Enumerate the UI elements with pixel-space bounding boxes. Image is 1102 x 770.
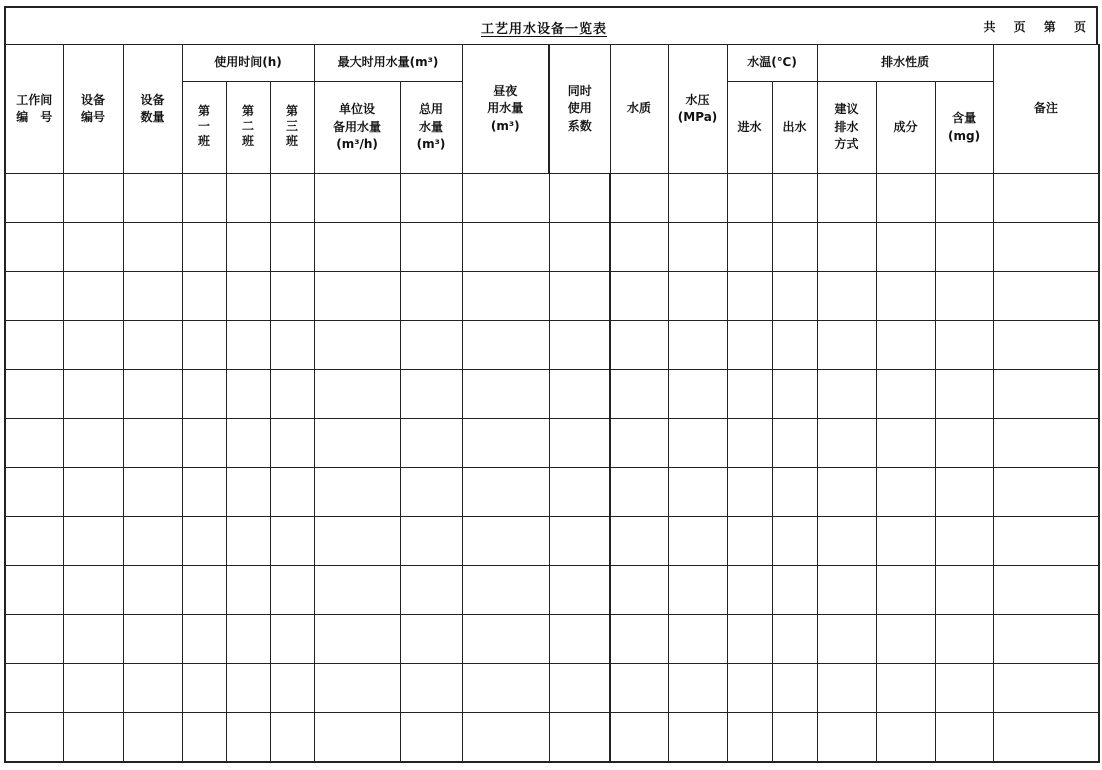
table-cell[interactable]: [270, 615, 314, 664]
table-cell[interactable]: [993, 321, 1099, 370]
table-cell[interactable]: [727, 272, 772, 321]
table-cell[interactable]: [5, 174, 63, 223]
header-total-water: 总用 水量 (m³): [400, 82, 462, 174]
table-cell[interactable]: [270, 321, 314, 370]
table-cell[interactable]: [63, 419, 123, 468]
table-cell[interactable]: [270, 223, 314, 272]
table-cell[interactable]: [772, 321, 817, 370]
page-count: 共 页 第 页: [983, 20, 1086, 34]
table-cell[interactable]: [668, 272, 727, 321]
header-suggested-drainage: 建议 排水 方式: [817, 82, 876, 174]
table-cell[interactable]: [876, 223, 935, 272]
table-cell[interactable]: [610, 713, 668, 763]
table-cell[interactable]: [226, 566, 270, 615]
table-cell[interactable]: [314, 174, 400, 223]
table-cell[interactable]: [935, 174, 993, 223]
table-cell[interactable]: [226, 370, 270, 419]
table-cell[interactable]: [993, 713, 1099, 763]
table-cell[interactable]: [817, 272, 876, 321]
header-unit-equipment-water: 单位设 备用水量 (m³/h): [314, 82, 400, 174]
table-cell[interactable]: [226, 664, 270, 713]
header-shift-2: [226, 82, 270, 174]
table-cell[interactable]: [549, 615, 610, 664]
table-cell[interactable]: [993, 615, 1099, 664]
header-equipment-no: 设备 编号: [63, 45, 123, 174]
table-cell[interactable]: [400, 615, 462, 664]
table-cell[interactable]: [876, 664, 935, 713]
table-cell[interactable]: [270, 517, 314, 566]
table-cell[interactable]: [462, 419, 549, 468]
table-cell[interactable]: [935, 223, 993, 272]
table-cell[interactable]: [668, 468, 727, 517]
table-cell[interactable]: [549, 517, 610, 566]
table-cell[interactable]: [314, 566, 400, 615]
header-remarks: 备注: [993, 45, 1099, 174]
header-inlet: 进水: [727, 82, 772, 174]
table-cell[interactable]: [462, 370, 549, 419]
table-cell[interactable]: [123, 272, 182, 321]
table-cell[interactable]: [182, 174, 226, 223]
table-cell[interactable]: [993, 419, 1099, 468]
table-cell[interactable]: [314, 272, 400, 321]
table-cell[interactable]: [182, 615, 226, 664]
table-cell[interactable]: [226, 615, 270, 664]
table-cell[interactable]: [935, 272, 993, 321]
header-drainage-nature: 排水性质: [817, 45, 993, 82]
table-cell[interactable]: [123, 223, 182, 272]
table-cell[interactable]: [400, 321, 462, 370]
table-cell[interactable]: [270, 370, 314, 419]
table-cell[interactable]: [727, 517, 772, 566]
table-cell[interactable]: [817, 419, 876, 468]
table-cell[interactable]: [226, 223, 270, 272]
header-equipment-qty: 设备 数量: [123, 45, 182, 174]
table-cell[interactable]: [549, 468, 610, 517]
table-cell[interactable]: [400, 419, 462, 468]
table-cell[interactable]: [817, 468, 876, 517]
table-cell[interactable]: [549, 370, 610, 419]
table-cell[interactable]: [610, 223, 668, 272]
table-cell[interactable]: [5, 321, 63, 370]
table-cell[interactable]: [270, 419, 314, 468]
table-cell[interactable]: [993, 370, 1099, 419]
table-cell[interactable]: [610, 370, 668, 419]
table-cell[interactable]: [935, 713, 993, 763]
table-cell[interactable]: [270, 566, 314, 615]
table-cell[interactable]: [935, 615, 993, 664]
table-row: [5, 664, 1099, 713]
table-cell[interactable]: [772, 468, 817, 517]
table-cell[interactable]: [226, 517, 270, 566]
table-cell[interactable]: [182, 370, 226, 419]
header-workshop-no: 工作间 编 号: [5, 45, 63, 174]
table-cell[interactable]: [226, 419, 270, 468]
shift-2-label: 第二班: [241, 104, 254, 149]
table-row: [5, 615, 1099, 664]
table-cell[interactable]: [63, 321, 123, 370]
table-cell[interactable]: [876, 419, 935, 468]
table-cell[interactable]: [935, 517, 993, 566]
table-cell[interactable]: [270, 664, 314, 713]
table-cell[interactable]: [772, 615, 817, 664]
table-cell[interactable]: [63, 517, 123, 566]
header-shift-1: [182, 82, 226, 174]
table-cell[interactable]: [400, 566, 462, 615]
table-cell[interactable]: [314, 419, 400, 468]
header-content: 含量 (mg): [935, 82, 993, 174]
table-cell[interactable]: [400, 517, 462, 566]
table-cell[interactable]: [5, 419, 63, 468]
water-equipment-table: [4, 44, 1100, 763]
table-cell[interactable]: [123, 713, 182, 763]
table-cell[interactable]: [314, 468, 400, 517]
table-cell[interactable]: [462, 174, 549, 223]
table-cell[interactable]: [935, 419, 993, 468]
table-cell[interactable]: [668, 566, 727, 615]
table-cell[interactable]: [5, 272, 63, 321]
table-cell[interactable]: [935, 566, 993, 615]
title-bar: [4, 6, 1098, 44]
header-max-hourly-water: 最大时用水量(m³): [314, 45, 462, 82]
table-cell[interactable]: [772, 517, 817, 566]
table-cell[interactable]: [63, 566, 123, 615]
table-cell[interactable]: [123, 419, 182, 468]
table-body: [5, 174, 1099, 763]
table-cell[interactable]: [817, 223, 876, 272]
table-cell[interactable]: [727, 321, 772, 370]
table-cell[interactable]: [400, 272, 462, 321]
table-cell[interactable]: [226, 468, 270, 517]
table-cell[interactable]: [182, 223, 226, 272]
table-cell[interactable]: [462, 321, 549, 370]
table-cell[interactable]: [817, 174, 876, 223]
table-row: [5, 566, 1099, 615]
table-cell[interactable]: [610, 615, 668, 664]
table-cell[interactable]: [935, 370, 993, 419]
table-cell[interactable]: [400, 223, 462, 272]
table-cell[interactable]: [817, 713, 876, 763]
table-cell[interactable]: [182, 272, 226, 321]
table-cell[interactable]: [5, 566, 63, 615]
table-cell[interactable]: [63, 370, 123, 419]
table-cell[interactable]: [63, 272, 123, 321]
table-cell[interactable]: [123, 468, 182, 517]
shift-1-label: 第一班: [197, 104, 210, 149]
table-cell[interactable]: [314, 223, 400, 272]
table-cell[interactable]: [182, 566, 226, 615]
header-water-temperature: 水温(℃): [727, 45, 817, 82]
table-cell[interactable]: [400, 664, 462, 713]
table-cell[interactable]: [610, 321, 668, 370]
table-cell[interactable]: [549, 419, 610, 468]
table-cell[interactable]: [993, 223, 1099, 272]
table-cell[interactable]: [817, 566, 876, 615]
table-cell[interactable]: [5, 468, 63, 517]
table-cell[interactable]: [270, 272, 314, 321]
table-cell[interactable]: [876, 517, 935, 566]
table-cell[interactable]: [123, 615, 182, 664]
table-cell[interactable]: [993, 174, 1099, 223]
table-cell[interactable]: [668, 517, 727, 566]
table-cell[interactable]: [182, 664, 226, 713]
header-day-night-water: 昼夜 用水量 (m³): [462, 45, 549, 174]
table-cell[interactable]: [462, 468, 549, 517]
table-cell[interactable]: [462, 517, 549, 566]
table-cell[interactable]: [314, 713, 400, 763]
table-cell[interactable]: [610, 664, 668, 713]
table-cell[interactable]: [226, 713, 270, 763]
table-cell[interactable]: [549, 321, 610, 370]
table-cell[interactable]: [935, 321, 993, 370]
header-usage-time: 使用时间(h): [182, 45, 314, 82]
header-component: 成分: [876, 82, 935, 174]
table-cell[interactable]: [817, 321, 876, 370]
table-cell[interactable]: [668, 174, 727, 223]
table-cell[interactable]: [314, 517, 400, 566]
table-cell[interactable]: [772, 664, 817, 713]
table-cell[interactable]: [123, 517, 182, 566]
table-cell[interactable]: [63, 664, 123, 713]
header-water-quality: 水质: [610, 45, 668, 174]
table-cell[interactable]: [876, 174, 935, 223]
table-cell[interactable]: [610, 566, 668, 615]
table-cell[interactable]: [727, 370, 772, 419]
table-cell[interactable]: [400, 468, 462, 517]
header-water-pressure: 水压 (MPa): [668, 45, 727, 174]
table-cell[interactable]: [462, 272, 549, 321]
table-cell[interactable]: [123, 321, 182, 370]
table-cell[interactable]: [123, 174, 182, 223]
table-cell[interactable]: [668, 321, 727, 370]
table-row: [5, 223, 1099, 272]
table-cell[interactable]: [182, 419, 226, 468]
table-cell[interactable]: [610, 174, 668, 223]
table-cell[interactable]: [727, 468, 772, 517]
table-cell[interactable]: [727, 615, 772, 664]
shift-3-label: 第三班: [286, 104, 299, 149]
table-cell[interactable]: [876, 468, 935, 517]
table-cell[interactable]: [772, 566, 817, 615]
table-cell[interactable]: [400, 174, 462, 223]
table-cell[interactable]: [226, 321, 270, 370]
table-cell[interactable]: [400, 713, 462, 763]
table-cell[interactable]: [876, 370, 935, 419]
table-cell[interactable]: [876, 321, 935, 370]
table-row: [5, 272, 1099, 321]
table-cell[interactable]: [462, 664, 549, 713]
table-cell[interactable]: [5, 713, 63, 763]
table-cell[interactable]: [610, 468, 668, 517]
table-cell[interactable]: [727, 566, 772, 615]
header-outlet: 出水: [772, 82, 817, 174]
table-cell[interactable]: [993, 272, 1099, 321]
table-cell[interactable]: [817, 615, 876, 664]
table-cell[interactable]: [993, 566, 1099, 615]
table-cell[interactable]: [668, 419, 727, 468]
table-row: [5, 174, 1099, 223]
table-cell[interactable]: [993, 664, 1099, 713]
table-cell[interactable]: [462, 615, 549, 664]
table-cell[interactable]: [772, 272, 817, 321]
table-cell[interactable]: [123, 370, 182, 419]
table-cell[interactable]: [5, 615, 63, 664]
table-cell[interactable]: [772, 419, 817, 468]
table-row: [5, 517, 1099, 566]
table-cell[interactable]: [668, 615, 727, 664]
table-cell[interactable]: [935, 664, 993, 713]
table-row: [5, 713, 1099, 763]
table-cell[interactable]: [270, 468, 314, 517]
table-cell[interactable]: [876, 713, 935, 763]
table-cell[interactable]: [314, 664, 400, 713]
header-simultaneous-coefficient: 同时 使用 系数: [549, 45, 610, 174]
table-cell[interactable]: [123, 664, 182, 713]
table-cell[interactable]: [5, 664, 63, 713]
table-cell[interactable]: [727, 223, 772, 272]
table-cell[interactable]: [63, 174, 123, 223]
document-title: 工艺用水设备一览表: [481, 22, 608, 37]
table-cell[interactable]: [314, 370, 400, 419]
table-cell[interactable]: [63, 615, 123, 664]
table-cell[interactable]: [817, 664, 876, 713]
table-cell[interactable]: [876, 566, 935, 615]
table-cell[interactable]: [182, 713, 226, 763]
table-cell[interactable]: [772, 713, 817, 763]
table-cell[interactable]: [817, 517, 876, 566]
table-cell[interactable]: [63, 713, 123, 763]
table-cell[interactable]: [462, 713, 549, 763]
table-cell[interactable]: [610, 517, 668, 566]
table-cell[interactable]: [727, 713, 772, 763]
table-cell[interactable]: [314, 321, 400, 370]
table-cell[interactable]: [549, 223, 610, 272]
table-cell[interactable]: [549, 272, 610, 321]
table-cell[interactable]: [772, 370, 817, 419]
table-cell[interactable]: [935, 468, 993, 517]
table-cell[interactable]: [772, 223, 817, 272]
table-cell[interactable]: [549, 566, 610, 615]
table-cell[interactable]: [226, 174, 270, 223]
table-cell[interactable]: [772, 174, 817, 223]
table-cell[interactable]: [5, 517, 63, 566]
table-cell[interactable]: [668, 713, 727, 763]
table-cell[interactable]: [876, 615, 935, 664]
header-shift-3: [270, 82, 314, 174]
table-cell[interactable]: [727, 174, 772, 223]
table-cell[interactable]: [226, 272, 270, 321]
table-row: [5, 321, 1099, 370]
table-cell[interactable]: [668, 370, 727, 419]
table-cell[interactable]: [123, 566, 182, 615]
table-cell[interactable]: [182, 517, 226, 566]
table-cell[interactable]: [549, 713, 610, 763]
table-cell[interactable]: [876, 272, 935, 321]
table-cell[interactable]: [668, 223, 727, 272]
table-cell[interactable]: [727, 419, 772, 468]
table-cell[interactable]: [993, 517, 1099, 566]
table-cell[interactable]: [462, 223, 549, 272]
table-row: [5, 419, 1099, 468]
table-cell[interactable]: [462, 566, 549, 615]
table-cell[interactable]: [270, 174, 314, 223]
table-cell[interactable]: [610, 419, 668, 468]
table-cell[interactable]: [668, 664, 727, 713]
table-cell[interactable]: [182, 321, 226, 370]
table-cell[interactable]: [817, 370, 876, 419]
table-cell[interactable]: [549, 664, 610, 713]
table-cell[interactable]: [314, 615, 400, 664]
table-cell[interactable]: [727, 664, 772, 713]
table-row: [5, 370, 1099, 419]
table-cell[interactable]: [270, 713, 314, 763]
table-cell[interactable]: [993, 468, 1099, 517]
table-cell[interactable]: [610, 272, 668, 321]
table-cell[interactable]: [182, 468, 226, 517]
table-cell[interactable]: [63, 468, 123, 517]
table-cell[interactable]: [5, 223, 63, 272]
table-cell[interactable]: [5, 370, 63, 419]
table-cell[interactable]: [63, 223, 123, 272]
table-cell[interactable]: [549, 174, 610, 223]
table-cell[interactable]: [400, 370, 462, 419]
table-row: [5, 468, 1099, 517]
